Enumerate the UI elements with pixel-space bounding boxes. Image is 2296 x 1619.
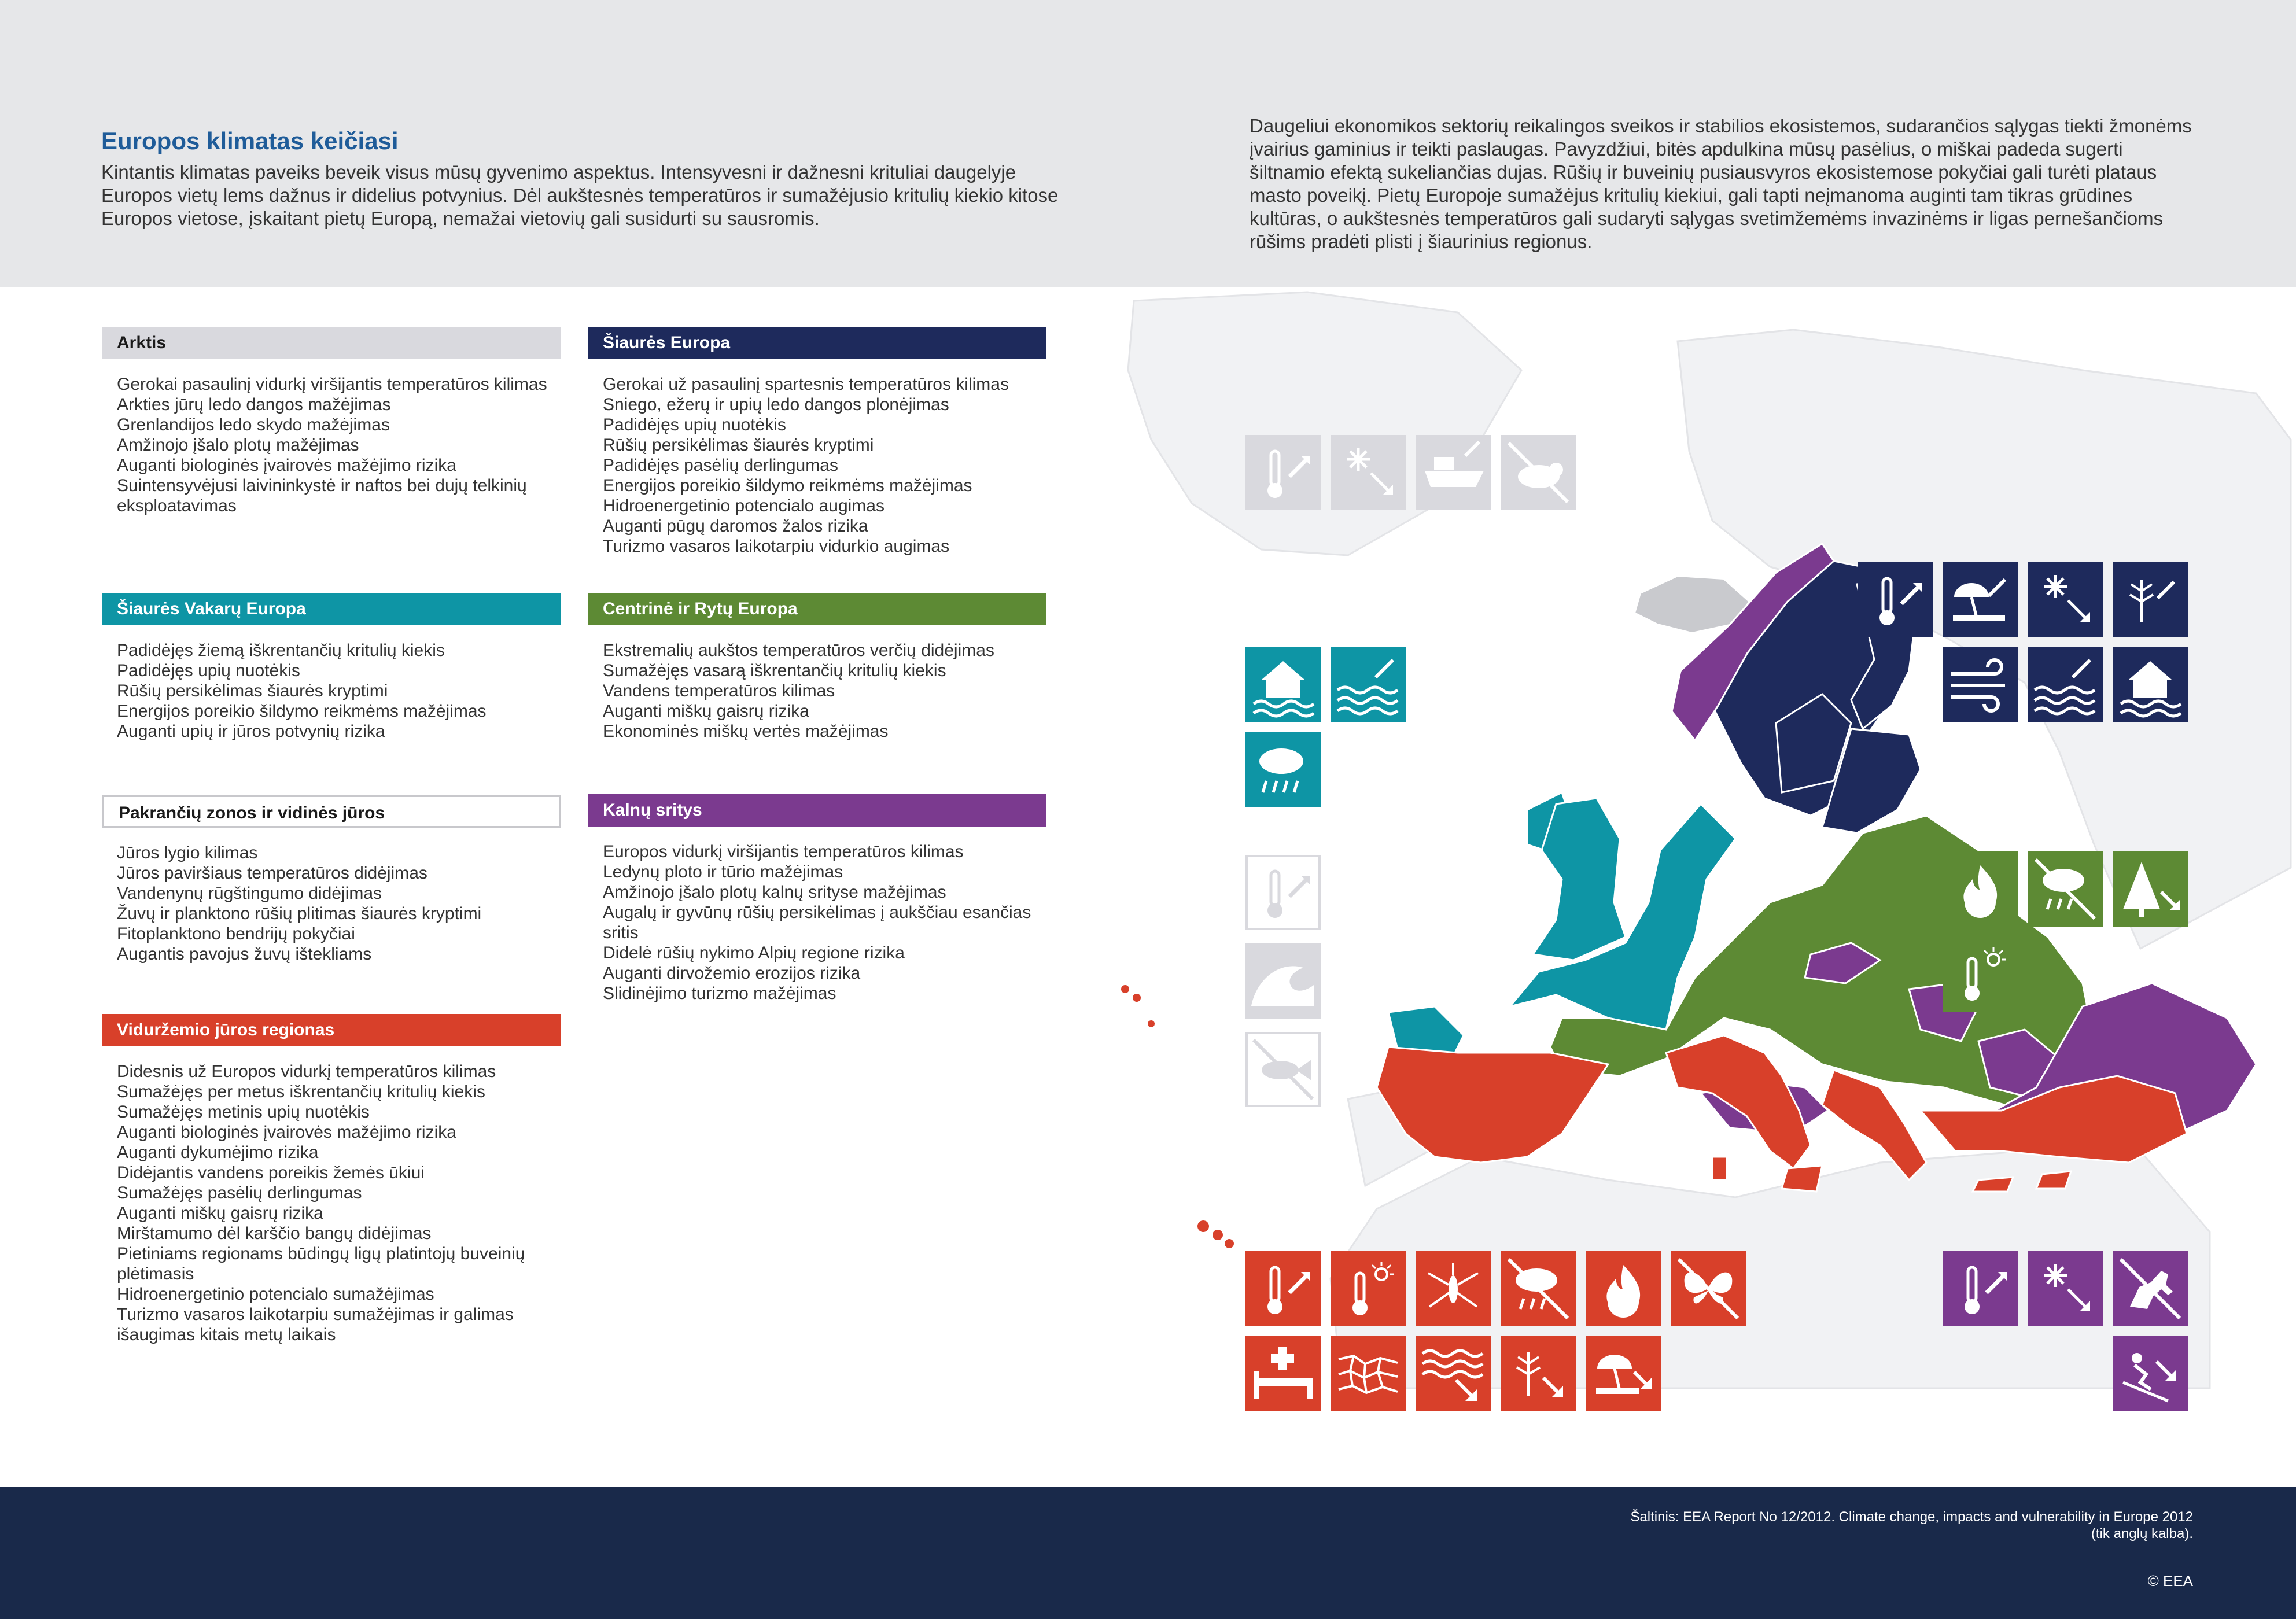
list-item: Hidroenergetinio potencialo augimas [603, 496, 885, 515]
list-item: Suintensyvėjusi laivininkystė ir naftos bei dujų telkinių eksploatavimas [117, 476, 527, 515]
region-title: Šiaurės Europa [588, 327, 1046, 359]
list-item: Didėjantis vandens poreikis žemės ūkiui [117, 1163, 425, 1182]
list-item: Gerokai pasaulinį vidurkį viršijantis temperatūros kilimas [117, 375, 547, 394]
list-item: Turizmo vasaros laikotarpiu sumažėjimas ir galimas išaugimas kitais metų laikais [117, 1305, 514, 1344]
region-northern-europe [588, 327, 1046, 556]
ski-down-icon [2113, 1336, 2188, 1411]
list-item: Jūros paviršiaus temperatūros didėjimas [117, 864, 427, 883]
list-item: Mirštamumo dėl karščio bangų didėjimas [117, 1224, 432, 1243]
list-item: Auganti dykumėjimo rizika [117, 1143, 319, 1162]
list-item: Rūšių persikėlimas šiaurės kryptimi [603, 436, 874, 455]
region-title: Arktis [102, 327, 561, 359]
fish-crossed-icon [1245, 1032, 1321, 1107]
region-mediterranean [102, 1014, 561, 1345]
plant-down-icon [1501, 1336, 1576, 1411]
mosquito-icon [1416, 1251, 1491, 1326]
list-item: Rūšių persikėlimas šiaurės kryptimi [117, 681, 388, 700]
list-item: Auganti pūgų daromos žalos rizika [603, 517, 868, 536]
list-item: Auganti biologinės įvairovės mažėjimo rizika [117, 456, 456, 475]
list-item: Fitoplanktono bendrijų pokyčiai [117, 924, 355, 943]
heavy-rain-icon [1245, 732, 1321, 807]
water-down-icon [1416, 1336, 1491, 1411]
footer-bar [0, 1487, 2296, 1619]
list-item: Grenlandijos ledo skydo mažėjimas [117, 415, 390, 434]
butterfly-crossed-icon [1671, 1251, 1746, 1326]
thermometer-up-icon [1245, 1251, 1321, 1326]
list-item: Amžinojo įšalo plotų kalnų srityse mažėjimas [603, 883, 946, 902]
list-item: Jūros lygio kilimas [117, 843, 258, 862]
region-title: Pakrančių zonos ir vidinės jūros [102, 795, 561, 828]
list-item: Auganti dirvožemio erozijos rizika [603, 964, 861, 983]
rain-crossed-icon [2028, 851, 2103, 927]
source-language-note: (tik anglų kalba). [2091, 1526, 2193, 1541]
list-item: Sniego, ežerų ir upių ledo dangos plonėjimas [603, 395, 949, 414]
impact-list [588, 640, 1046, 742]
list-item: Auganti biologinės įvairovės mažėjimo rizika [117, 1123, 456, 1142]
thermometer-up-icon [1245, 435, 1321, 510]
region-title: Kalnų sritys [588, 794, 1046, 827]
plant-up-icon [2113, 562, 2188, 637]
copyright: © EEA [2147, 1572, 2193, 1590]
list-item: Žuvų ir planktono rūšių plitimas šiaurės kryptimi [117, 904, 482, 923]
intro-text-right: Daugeliui ekonomikos sektorių reikalingos sveikos ir stabilios ekosistemos, sudarančios sąlygas tiekti žmonėms įvairius gaminius ir teikti paslaugas. Pavyzdžiui, bitės apdulkina mūsų pasėlius, o miškai padeda sugerti šiltnamio efektą sukeliančias dujas. Rūšių ir buveinių pusiausvyros ekosistemose pokyčiai gali turėti plataus masto poveikį. Pietų Europoje sumažėjus kritulių kiekiui, gali tapti neįmanoma auginti tam tikras grūdines kultūras, o aukštesnės temperatūros gali sudaryti sąlygas svetimžemėms invazinėms ir ligas pernešančioms rūšims pradėti plisti į šiaurinius regionus. [1250, 115, 2192, 252]
list-item: Auganti upių ir jūros potvynių rizika [117, 722, 385, 741]
page-title: Europos klimatas keičiasi [101, 127, 399, 154]
list-item: Padidėjęs upių nuotėkis [117, 661, 300, 680]
atlantic-islands [1121, 985, 1234, 1248]
list-item: Sumažėjęs vasarą iškrentančių kritulių kiekis [603, 661, 946, 680]
snowflake-down-icon [2028, 562, 2103, 637]
list-item: Didelė rūšių nykimo Alpių regione rizika [603, 943, 905, 962]
list-item: Sumažėjęs pasėlių derlingumas [117, 1183, 362, 1203]
region-title: Viduržemio jūros regionas [102, 1014, 561, 1046]
list-item: Vandenynų rūgštingumo didėjimas [117, 884, 382, 903]
list-item: Energijos poreikio šildymo reikmėms mažėjimas [117, 702, 487, 721]
sea-level-up-icon [2028, 647, 2103, 722]
sea-level-up-icon [1331, 647, 1406, 722]
region-mountain-areas [588, 794, 1046, 1004]
list-item: Auganti miškų gaisrų rizika [603, 702, 809, 721]
house-flood-icon [1245, 647, 1321, 722]
list-item: Sumažėjęs per metus iškrentančių kritulių kiekis [117, 1082, 485, 1101]
animal-crossed-icon [2113, 1251, 2188, 1326]
source-note [1441, 1509, 2193, 1542]
list-item: Ledynų ploto ir tūrio mažėjimas [603, 862, 843, 882]
house-flood-icon [2113, 647, 2188, 722]
forest-fire-icon [1586, 1251, 1661, 1326]
list-item: Europos vidurkį viršijantis temperatūros kilimas [603, 842, 964, 861]
list-item: Hidroenergetinio potencialo sumažėjimas [117, 1285, 434, 1304]
wind-icon [1943, 647, 2018, 722]
list-item: Vandens temperatūros kilimas [603, 681, 835, 700]
snowflake-down-icon [1331, 435, 1406, 510]
list-item: Turizmo vasaros laikotarpiu vidurkio augimas [603, 537, 950, 556]
polar-bear-crossed-icon [1501, 435, 1576, 510]
region-arctic [102, 327, 561, 516]
hospital-bed-icon [1245, 1336, 1321, 1411]
impact-list [588, 374, 1046, 556]
snowflake-down-icon [2028, 1251, 2103, 1326]
heat-thermometer-icon [1943, 936, 2018, 1012]
list-item: Augantis pavojus žuvų ištekliams [117, 945, 372, 964]
region-coastal-zones [102, 795, 561, 964]
impact-list [102, 1061, 561, 1345]
list-item: Slidinėjimo turizmo mažėjimas [603, 984, 836, 1003]
beach-up-icon [1943, 562, 2018, 637]
list-item: Energijos poreikio šildymo reikmėms mažėjimas [603, 476, 972, 495]
list-item: Pietiniams regionams būdingų ligų platintojų buveinių plėtimasis [117, 1244, 525, 1284]
thermometer-up-icon [1943, 1251, 2018, 1326]
list-item: Ekstremalių aukštos temperatūros verčių didėjimas [603, 641, 994, 660]
region-central-east-europe [588, 593, 1046, 742]
intro-text-left: Kintantis klimatas paveiks beveik visus mūsų gyvenimo aspektus. Intensyvesni ir dažnesni krituliai daugelyje Europos vietų lems dažnus ir didelius potvynius. Dėl aukštesnės temperatūros ir sumažėjusio kritulių kiekio kitose Europos vietose, įskaitant pietų Europą, nemažai vietovių gali susidurti su sausromis. [101, 161, 1059, 229]
list-item: Arkties jūrų ledo dangos mažėjimas [117, 395, 391, 414]
list-item: Amžinojo įšalo plotų mažėjimas [117, 436, 359, 455]
water-temperature-up-icon [1245, 855, 1321, 930]
list-item: Augalų ir gyvūnų rūšių persikėlimas į aukščiau esančias sritis [603, 903, 1031, 942]
list-item: Padidėjęs žiemą iškrentančių kritulių kiekis [117, 641, 445, 660]
list-item: Padidėjęs upių nuotėkis [603, 415, 786, 434]
forest-value-down-icon [2113, 851, 2188, 927]
thermometer-up-icon [1858, 562, 1933, 637]
source-text: Šaltinis: EEA Report No 12/2012. Climate change, impacts and vulnerability in Europe 2012 [1630, 1509, 2193, 1525]
impact-list [102, 374, 561, 516]
list-item: Didesnis už Europos vidurkį temperatūros kilimas [117, 1062, 496, 1081]
ship-up-icon [1416, 435, 1491, 510]
heat-thermometer-icon [1331, 1251, 1406, 1326]
impact-list [102, 843, 561, 964]
beach-down-icon [1586, 1336, 1661, 1411]
list-item: Gerokai už pasaulinį spartesnis temperatūros kilimas [603, 375, 1009, 394]
rain-crossed-icon [1501, 1251, 1576, 1326]
dry-soil-icon [1331, 1336, 1406, 1411]
impact-list [588, 842, 1046, 1004]
list-item: Ekonominės miškų vertės mažėjimas [603, 722, 889, 741]
impact-list [102, 640, 561, 742]
wave-icon [1245, 943, 1321, 1019]
forest-fire-icon [1943, 851, 2018, 927]
list-item: Auganti miškų gaisrų rizika [117, 1204, 323, 1223]
list-item: Padidėjęs pasėlių derlingumas [603, 456, 838, 475]
region-northwest-europe [102, 593, 561, 742]
region-title: Centrinė ir Rytų Europa [588, 593, 1046, 625]
list-item: Sumažėjęs metinis upių nuotėkis [117, 1102, 370, 1122]
region-title: Šiaurės Vakarų Europa [102, 593, 561, 625]
